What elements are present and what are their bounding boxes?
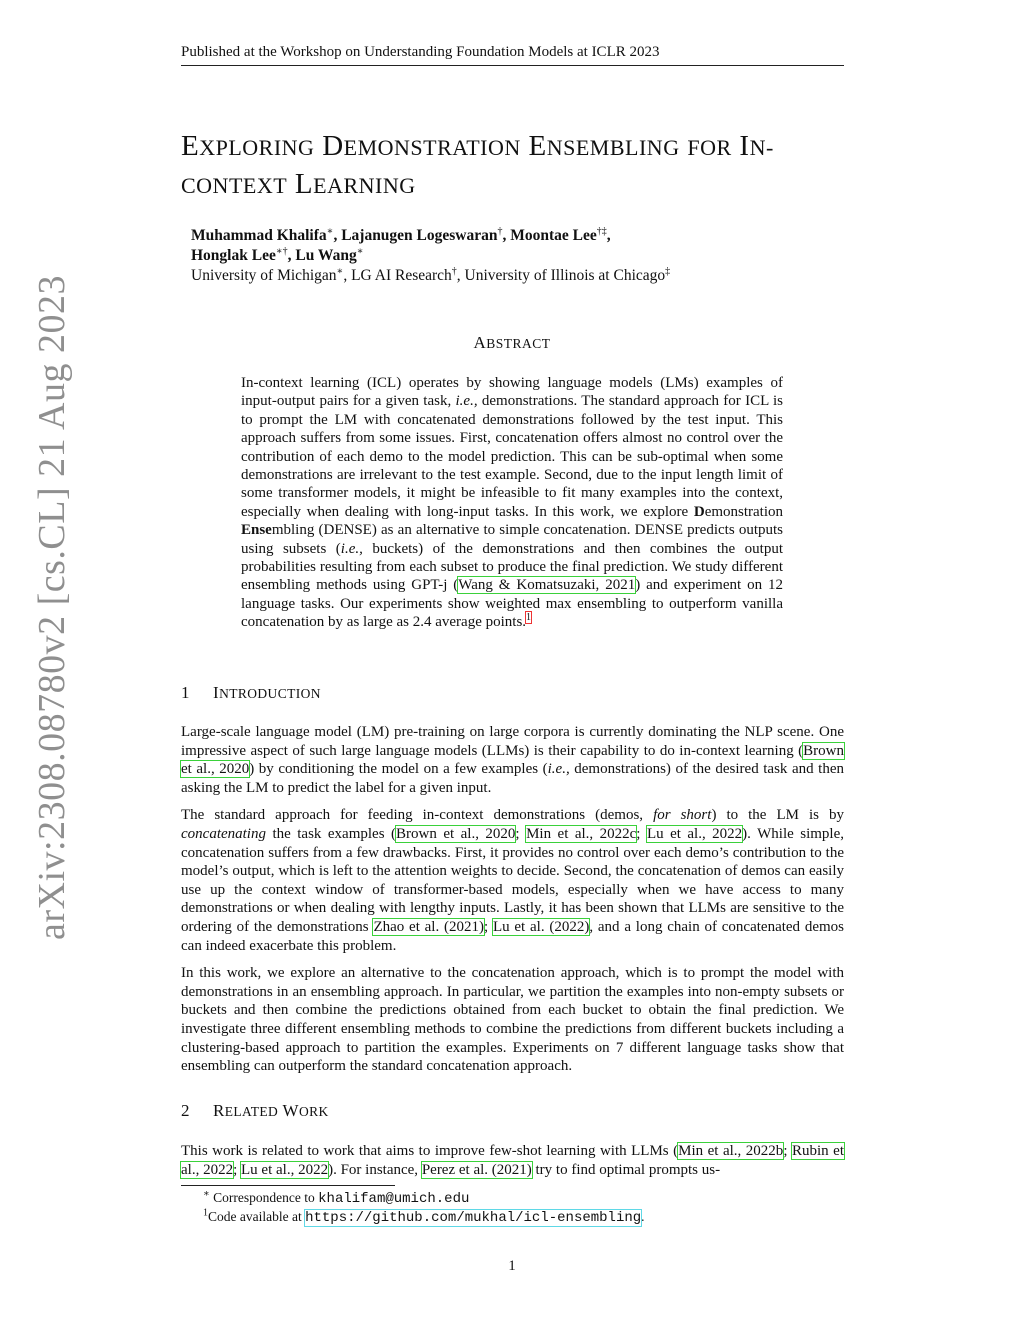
- citation-link[interactable]: Lu et al., 2022: [241, 1161, 329, 1178]
- footnote-link[interactable]: 1: [526, 612, 532, 624]
- affiliations: University of Michigan∗, LG AI Research†, University of Illinois at Chicago‡: [191, 265, 671, 284]
- title-cap: E: [528, 130, 547, 162]
- citation-link[interactable]: Wang & Komatsuzaki, 2021: [458, 577, 636, 594]
- citation-link[interactable]: Lu et al., 2022: [646, 825, 743, 842]
- title-small: EARNING: [313, 173, 416, 198]
- citation-link[interactable]: Rubin et al., 2022: [181, 1143, 845, 1178]
- citation-link[interactable]: Brown et al., 2020: [181, 742, 844, 778]
- arxiv-stamp[interactable]: arXiv:2308.08780v2 [cs.CL] 21 Aug 2023: [31, 275, 73, 940]
- title-cap: I: [739, 130, 750, 162]
- author-mark: †: [497, 225, 503, 237]
- paragraph: Large-scale language model (LM) pre-training on large corpora is currently dominating the NLP scene. One impressive aspect of such large language models (LLMs) is their capability to do in-context learning (Brown et al., 2020) by conditioning the model on a few examples (i.e., demonstrations) of the desired task and then asking the LM to predict the label for a given input.: [181, 724, 844, 796]
- title-cap: E: [181, 130, 200, 162]
- section-heading-introduction: 1 INTRODUCTION: [181, 683, 321, 702]
- citation-link[interactable]: Lu et al. (2022): [492, 918, 590, 935]
- introduction-body: [181, 723, 844, 1085]
- author-mark: ∗†: [275, 245, 288, 257]
- author-name: Lu Wang: [295, 247, 357, 264]
- title-small: EMONSTRATION: [343, 135, 521, 160]
- title-cap: L: [294, 168, 314, 200]
- paragraph: In this work, we explore an alternative to the concatenation approach, which is to prompt the model with demonstrations in an ensembling approach. In particular, we partition the examples into non-empty subsets or buckets and then combine the predictions obtained from each bucket to obtain the final prediction. We investigate three different ensembling methods to combine the predictions from different buckets including a clustering-based approach to partition the examples. Experiments on 7 different language tasks show that ensembling can outperform the standard concatenation approach.: [181, 965, 844, 1075]
- author-mark: †‡: [596, 225, 607, 237]
- footnote-rule: [181, 1185, 395, 1186]
- footnote-code: $^1$Code available at https://github.com/mukhal/icl-ensembling.: [203, 1207, 645, 1226]
- citation-link[interactable]: Zhao et al. (2021): [373, 918, 484, 935]
- citation-link[interactable]: Min et al., 2022b: [678, 1143, 784, 1159]
- title-small: N-: [749, 135, 774, 160]
- citation-link[interactable]: Min et al., 2022c: [526, 825, 637, 842]
- section-heading-related-work: 2 RELATED WORK: [181, 1101, 329, 1120]
- email-link[interactable]: khalifam@umich.edu: [318, 1191, 470, 1207]
- author-block: Muhammad Khalifa∗, Lajanugen Logeswaran†, Moontae Lee†‡, Honglak Lee∗†, Lu Wang∗ University of Michigan∗, LG AI Research†, University of Illinois at Chicago‡: [191, 226, 831, 286]
- title-small: FOR: [687, 135, 732, 160]
- code-url-link[interactable]: https://github.com/mukhal/icl-ensembling: [305, 1210, 642, 1226]
- abstract-body: In-context learning (ICL) operates by showing language models (LMs) examples of input-output pairs for a given task, i.e., demonstrations. The standard approach for ICL is to prompt the LM with concatenated demonstrations followed by the test input. This approach suffers from some issues. First, concatenation offers almost no control over the contribution of each demo to the model prediction. This can be sub-optimal when some demonstrations are irrelevant to the test example. Second, due to the input length limit of some transformer models, it might be infeasible to fit many examples into the context, especially when dealing with long-input tasks. In this work, we explore Demonstration Ensembling (DENSE) as an alternative to simple concatenation. DENSE predicts outputs using subsets (i.e., buckets) of the demonstrations and then combines the output probabilities resulting from each subset to produce the final prediction. We study different ensembling methods using GPT-j (Wang & Komatsuzaki, 2021) and experiment on 12 language tasks. Our experiments show weighted max ensembling to outperform vanilla concatenation by as large as 2.4 average points.$^1$: [241, 375, 784, 631]
- author-name: Muhammad Khalifa: [191, 227, 327, 244]
- title-small: XPLORING: [199, 135, 315, 160]
- footnote-correspondence: ∗ Correspondence to khalifam@umich.edu: [203, 1188, 470, 1207]
- running-header: Published at the Workshop on Understanding Foundation Models at ICLR 2023: [181, 44, 844, 66]
- citation-link[interactable]: Perez et al. (2021): [421, 1161, 532, 1178]
- paper-title: [181, 128, 844, 204]
- page-number: 1: [508, 1258, 516, 1274]
- author-mark: ∗: [356, 245, 364, 257]
- author-name: Moontae Lee: [510, 227, 597, 244]
- title-small: CONTEXT: [181, 173, 288, 198]
- citation-link[interactable]: Brown et al., 2020: [396, 825, 516, 842]
- paragraph: The standard approach for feeding in-context demonstrations (demos, for short) to the LM is by concatenating the task examples (Brown et al., 2020; Min et al., 2022c; Lu et al., 2022). While simple, concatenation suffers from a few drawbacks. First, it provides no control over each demo’s contribution to the model’s output, which is left to the attention weights to decide. Second, the concatenation of demos can easily use up the context window of transformer-based models, especially when we have access to many demonstrations or when dealing with lengthy inputs. Lastly, it has been shown that LLMs are sensitive to the ordering of the demonstrations Zhao et al. (2021); Lu et al. (2022), and a long chain of concatenated demos can indeed exacerbate this problem.: [181, 807, 844, 954]
- abstract-heading: ABSTRACT: [473, 333, 551, 352]
- title-cap: D: [322, 130, 344, 162]
- footnotes: [181, 1189, 844, 1227]
- paragraph: This work is related to work that aims to improve few-shot learning with LLMs (Min et al., 2022b; Rubin et al., 2022; Lu et al., 2022). For instance, Perez et al. (2021) try to find optimal prompts us-: [181, 1143, 845, 1178]
- title-small: NSEMBLING: [546, 135, 680, 160]
- related-work-body: [181, 1142, 844, 1188]
- author-mark: ∗: [326, 225, 334, 237]
- author-name: Honglak Lee: [191, 247, 276, 264]
- author-name: Lajanugen Logeswaran: [341, 227, 498, 244]
